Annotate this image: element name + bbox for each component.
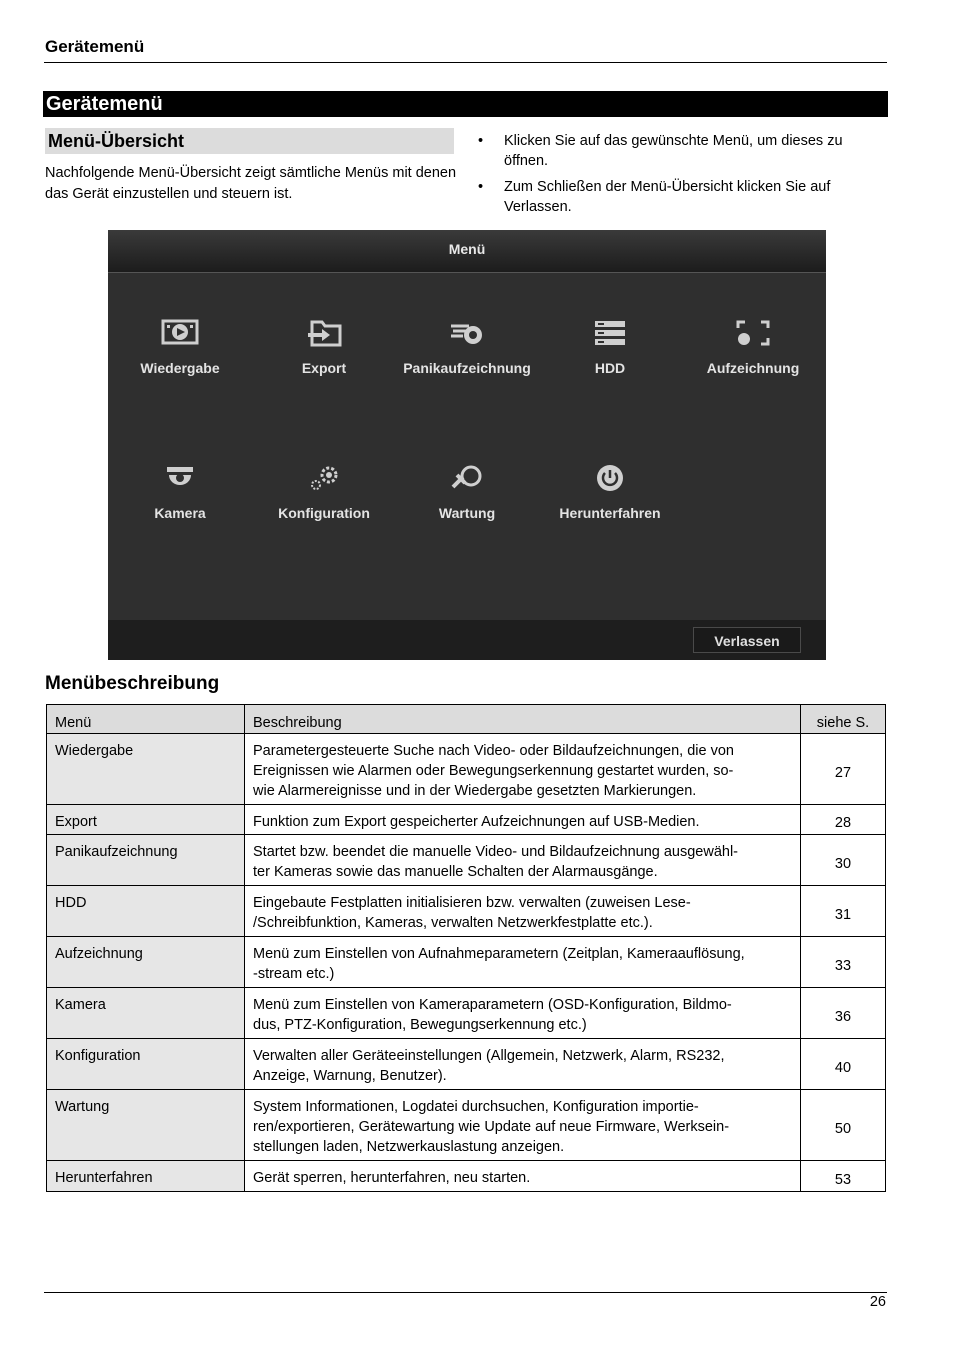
menu-cell: Aufzeichnung bbox=[47, 937, 245, 988]
camera-icon bbox=[160, 463, 200, 493]
menu-item-label: Herunterfahren bbox=[559, 505, 661, 521]
menu-item-label: Panikaufzeichnung bbox=[403, 360, 531, 376]
menu-item-wartung[interactable] bbox=[395, 463, 539, 521]
menu-item-export[interactable] bbox=[252, 318, 396, 376]
description-cell: Menü zum Einstellen von Kameraparametern (OSD-Konfiguration, Bildmo- dus, PTZ-Konfiguration, Bewegungserkennung etc.) bbox=[245, 988, 801, 1039]
menu-item-label: Kamera bbox=[154, 505, 206, 521]
column-header: siehe S. bbox=[801, 705, 886, 734]
menu-item-label: HDD bbox=[594, 360, 626, 376]
menu-cell: HDD bbox=[47, 886, 245, 937]
menu-item-konfiguration[interactable] bbox=[252, 463, 396, 521]
maintenance-icon bbox=[447, 463, 487, 493]
menu-cell: Konfiguration bbox=[47, 1039, 245, 1090]
panic-record-icon bbox=[447, 318, 487, 348]
description-cell: Menü zum Einstellen von Aufnahmeparametern (Zeitplan, Kameraauflösung, -stream etc.) bbox=[245, 937, 801, 988]
description-cell: System Informationen, Logdatei durchsuchen, Konfiguration importie- ren/exportieren, Gerätewartung wie Update auf neue Firmware, Werksein- stellungen laden, Netzwerkauslastung anzeigen. bbox=[245, 1090, 801, 1161]
page-ref-cell: 33 bbox=[801, 937, 886, 988]
gears-icon bbox=[304, 463, 344, 493]
menu-item-wiedergabe[interactable] bbox=[108, 318, 252, 376]
intro-text: Nachfolgende Menü-Übersicht zeigt sämtliche Menüs mit denen das Gerät einzustellen und steuern ist. bbox=[45, 165, 457, 202]
table-row bbox=[47, 734, 886, 805]
menu-item-panikaufzeichnung[interactable] bbox=[395, 318, 539, 376]
dvr-menu-title: Menü bbox=[448, 241, 486, 257]
page-ref-cell: 31 bbox=[801, 886, 886, 937]
description-cell: Eingebaute Festplatten initialisieren bzw. verwalten (zuweisen Lese- /Schreibfunktion, Kameras, verwalten Netzwerkfestplatte etc.). bbox=[245, 886, 801, 937]
description-cell: Verwalten aller Geräteeinstellungen (Allgemein, Netzwerk, Alarm, RS232, Anzeige, Warnung, Benutzer). bbox=[245, 1039, 801, 1090]
hdd-icon bbox=[590, 318, 630, 348]
menu-item-label: Wartung bbox=[438, 505, 496, 521]
dvr-menu-screenshot bbox=[108, 230, 826, 660]
table-row bbox=[47, 886, 886, 937]
footer-rule bbox=[44, 1292, 887, 1293]
exit-button[interactable]: Verlassen bbox=[693, 627, 801, 653]
column-header: Menü bbox=[47, 705, 245, 734]
description-cell: Gerät sperren, herunterfahren, neu starten. bbox=[245, 1161, 801, 1192]
page-number: 26 bbox=[869, 1294, 886, 1310]
table-row bbox=[47, 805, 886, 835]
description-cell: Parametergesteuerte Suche nach Video- oder Bildaufzeichnungen, die von Ereignissen wie Alarmen oder Bewegungserkennung gestartet wurden, so- wie Alarmereignisse und in der Wiedergabe gesetzten Markierungen. bbox=[245, 734, 801, 805]
menu-cell: Herunterfahren bbox=[47, 1161, 245, 1192]
subsection-title: Menü-Übersicht bbox=[45, 128, 454, 154]
instruction-item: • Zum Schließen der Menü-Übersicht klicken Sie auf Verlassen. bbox=[478, 179, 831, 215]
menu-cell: Panikaufzeichnung bbox=[47, 835, 245, 886]
page-ref-cell: 40 bbox=[801, 1039, 886, 1090]
menu-item-label: Wiedergabe bbox=[140, 360, 220, 376]
page-ref-cell: 27 bbox=[801, 734, 886, 805]
playback-icon bbox=[160, 318, 200, 348]
table-header-row bbox=[47, 705, 886, 734]
page-ref-cell: 50 bbox=[801, 1090, 886, 1161]
page-ref-cell: 36 bbox=[801, 988, 886, 1039]
table-row bbox=[47, 1090, 886, 1161]
menu-cell: Wiedergabe bbox=[47, 734, 245, 805]
page-ref-cell: 53 bbox=[801, 1161, 886, 1192]
page-ref-cell: 28 bbox=[801, 805, 886, 835]
page-ref-cell: 30 bbox=[801, 835, 886, 886]
menu-item-kamera[interactable] bbox=[108, 463, 252, 521]
table-row bbox=[47, 835, 886, 886]
menu-item-label: Aufzeichnung bbox=[706, 360, 800, 376]
instruction-list bbox=[475, 131, 885, 223]
menu-item-herunterfahren[interactable] bbox=[538, 463, 682, 521]
menu-item-label: Export bbox=[301, 360, 347, 376]
bullet-icon: • bbox=[478, 179, 484, 195]
description-cell: Startet bzw. beendet die manuelle Video- und Bildaufzeichnung ausgewähl- ter Kameras sowie das manuelle Schalten der Alarmausgänge. bbox=[245, 835, 801, 886]
header-rule bbox=[44, 62, 887, 63]
menu-item-aufzeichnung[interactable] bbox=[681, 318, 825, 376]
column-header: Beschreibung bbox=[245, 705, 801, 734]
export-icon bbox=[304, 318, 344, 348]
bullet-icon: • bbox=[478, 133, 484, 149]
table-row bbox=[47, 937, 886, 988]
instruction-item: • Klicken Sie auf das gewünschte Menü, um dieses zu öffnen. bbox=[478, 133, 843, 169]
menu-item-hdd[interactable] bbox=[538, 318, 682, 376]
table-row bbox=[47, 1161, 886, 1192]
running-header: Gerätemenü bbox=[45, 37, 145, 56]
description-cell: Funktion zum Export gespeicherter Aufzeichnungen auf USB-Medien. bbox=[245, 805, 801, 835]
menu-description-table bbox=[46, 704, 886, 1192]
menu-cell: Kamera bbox=[47, 988, 245, 1039]
table-heading: Menübeschreibung bbox=[45, 673, 220, 694]
table-row bbox=[47, 988, 886, 1039]
table-row bbox=[47, 1039, 886, 1090]
menu-cell: Export bbox=[47, 805, 245, 835]
menu-cell: Wartung bbox=[47, 1090, 245, 1161]
menu-item-label: Konfiguration bbox=[278, 505, 370, 521]
record-icon bbox=[733, 318, 773, 348]
section-title: Gerätemenü bbox=[43, 91, 888, 117]
power-icon bbox=[590, 463, 630, 493]
